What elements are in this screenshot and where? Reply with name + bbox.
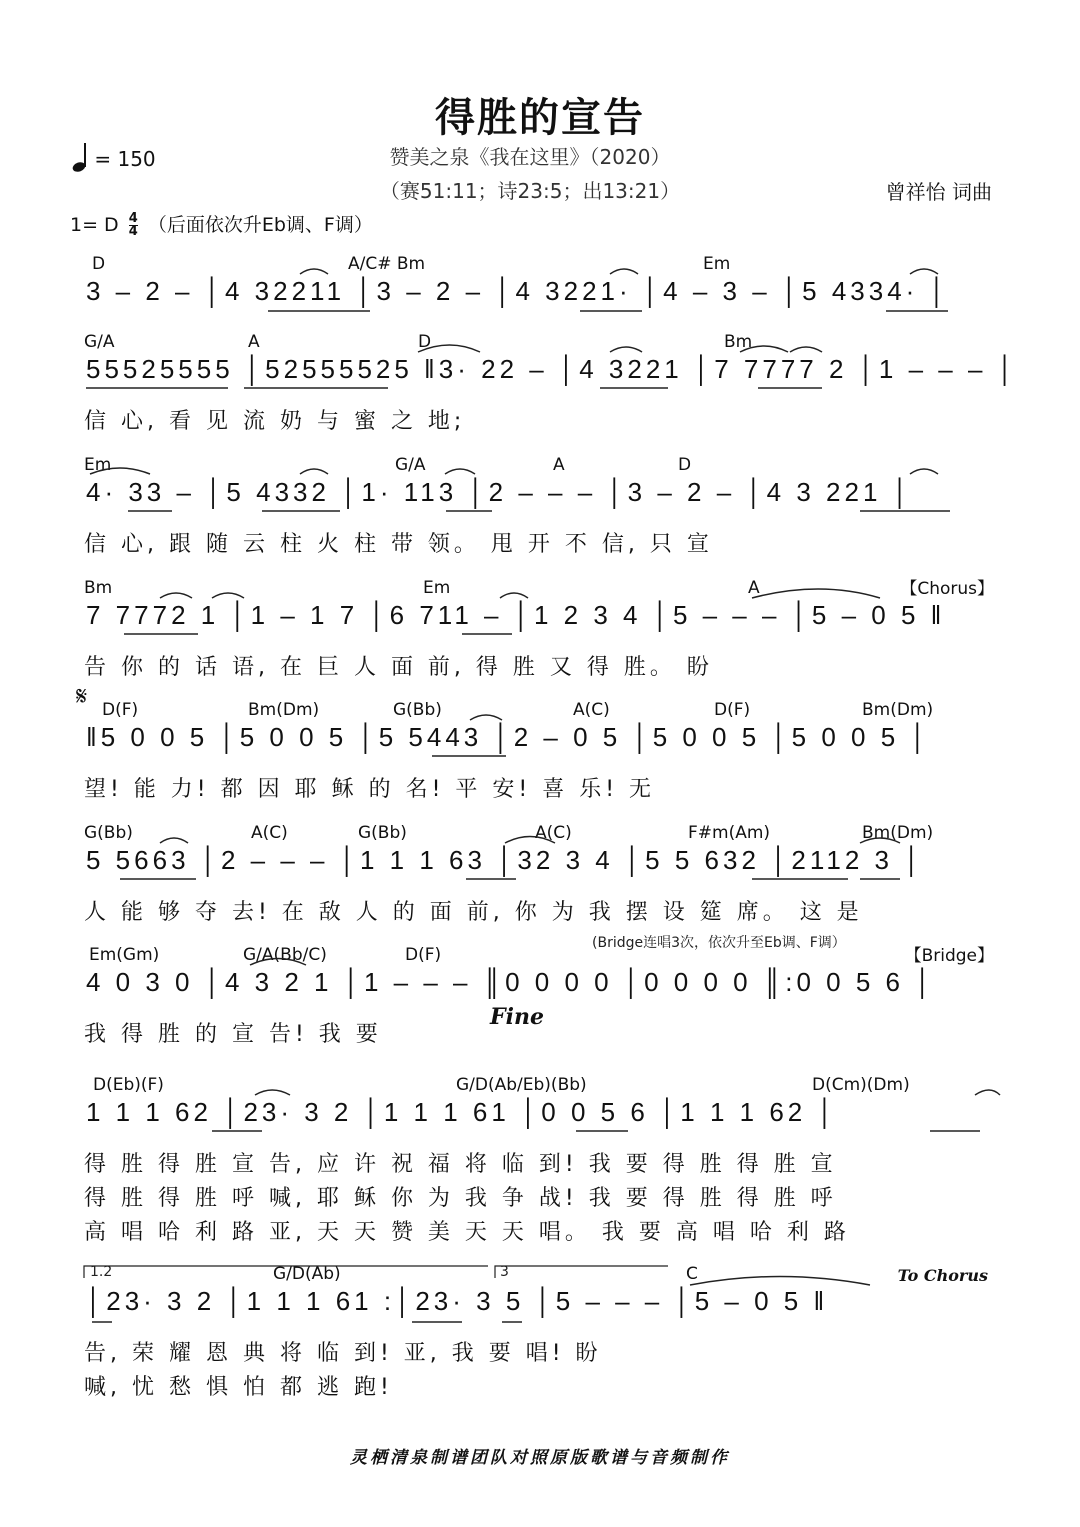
lyric-line: 得 胜 得 胜 宣 告, 应 许 祝 福 将 临 到! 我 要 得 胜 得 胜 宣 — [84, 1152, 837, 1177]
tempo-value: = 150 — [94, 147, 156, 171]
time-signature-top: 4 — [128, 211, 138, 226]
chord-symbol: Bm — [84, 578, 113, 598]
chord-symbol: D — [92, 254, 106, 274]
song-title: 得胜的宣告 — [435, 95, 645, 141]
chord-symbol: Em — [703, 254, 731, 274]
bridge-note: (Bridge连唱3次，依次升至Eb调、F调） — [592, 935, 846, 951]
chord-symbol: G(Bb) — [393, 700, 442, 720]
lyric-line: 望! 能 力! 都 因 耶 稣 的 名! 平 安! 喜 乐! 无 — [84, 777, 656, 802]
notation-line: ‖5 0 0 5 │5 0 0 5 │5 5443 │2 – 0 5 │5 0 0 5 │5 0 0 5 │ — [86, 722, 931, 752]
lyric-line: 高 唱 哈 利 路 亚, 天 天 赞 美 天 天 唱。 我 要 高 唱 哈 利 路 — [84, 1220, 850, 1245]
chord-symbol: Em — [84, 455, 112, 475]
chord-symbol: D(F) — [714, 700, 751, 720]
chord-symbol: A/C# Bm — [348, 254, 426, 274]
segno-icon: 𝄋 — [76, 682, 88, 712]
chord-symbol: D(F) — [102, 700, 139, 720]
chord-symbol: A — [248, 332, 260, 352]
chord-symbol: G/D(Ab/Eb)(Bb) — [456, 1075, 587, 1095]
notation-line: 1 1 1 62 │23· 3 2 │1 1 1 61 │0 0 5 6 │1 1 1 62 │ — [86, 1097, 838, 1127]
volta-first-ending: 1.2 — [90, 1264, 113, 1280]
chord-symbol: D(Cm)(Dm) — [812, 1075, 910, 1095]
chord-symbol: A(C) — [251, 823, 288, 843]
chord-symbol: F#m(Am) — [688, 823, 771, 843]
lyric-line: 得 胜 得 胜 呼 喊, 耶 稣 你 为 我 争 战! 我 要 得 胜 得 胜 呼 — [84, 1186, 837, 1211]
notation-line: 4 0 3 0 │4 3 2 1 │1 – – – ║0 0 0 0 │0 0 0 0 ║:0 0 5 6 │ — [86, 967, 936, 997]
section-label: 【Chorus】 — [900, 579, 994, 599]
notation-line: 5 5663 │2 – – – │1 1 1 63 │32 3 4 │5 5 632 │2112 3 │ — [86, 845, 925, 875]
chord-symbol: A — [748, 578, 760, 598]
chord-symbol: D(F) — [405, 945, 442, 965]
lyric-line: 告 你 的 话 语, 在 巨 人 面 前, 得 胜 又 得 胜。 盼 — [84, 655, 713, 680]
lyric-line: 人 能 够 夺 去! 在 敌 人 的 面 前, 你 为 我 摆 设 筵 席。 这 是 — [84, 900, 863, 925]
chord-symbol: G(Bb) — [84, 823, 133, 843]
composer-credit: 曾祥怡 词曲 — [885, 180, 992, 204]
footer-credit: 灵栖清泉制谱团队对照原版歌谱与音频制作 — [350, 1448, 730, 1468]
notation-line: 7 7772 1 │1 – 1 7 │6 711 – │1 2 3 4 │5 – – – │5 – 0 5 ‖ — [86, 600, 946, 630]
chord-symbol: C — [686, 1264, 698, 1284]
album-subtitle: 赞美之泉《我在这里》（2020） — [389, 145, 671, 169]
notation-line: │23· 3 2 │1 1 1 61 :│23· 3 5 │5 – – – │5 – 0 5 ‖ — [86, 1286, 829, 1316]
chord-symbol: G/A(Bb/C) — [243, 945, 327, 965]
chord-symbol: Bm(Dm) — [248, 700, 320, 720]
lyric-line: 信 心, 跟 随 云 柱 火 柱 带 领。 甩 开 不 信, 只 宣 — [84, 532, 713, 557]
lyric-line: 信 心, 看 见 流 奶 与 蜜 之 地; — [84, 409, 466, 434]
chord-symbol: Bm(Dm) — [862, 700, 934, 720]
lyric-line: 我 得 胜 的 宣 告! 我 要 — [84, 1022, 382, 1047]
chord-symbol: Bm(Dm) — [862, 823, 934, 843]
notation-line: 55525555 │52555525 ‖3· 22 – │4 3221 │7 7777 2 │1 – – – │ — [86, 354, 1018, 384]
chord-symbol: D — [418, 332, 432, 352]
notation-line: 3 – 2 – │4 32211 │3 – 2 – │4 3221· │4 – 3 – │5 4334· │ — [86, 276, 950, 306]
chord-symbol: Em(Gm) — [89, 945, 160, 965]
chord-symbol: A(C) — [573, 700, 610, 720]
chord-symbol: G(Bb) — [358, 823, 407, 843]
notation-line: 4· 33 – │5 4332 │1· 113 │2 – – – │3 – 2 – │4 3 221 │ — [86, 477, 913, 507]
chord-symbol: G/D(Ab) — [273, 1264, 341, 1284]
section-label: 【Bridge】 — [904, 946, 994, 966]
lyric-line: 告, 荣 耀 恩 典 将 临 到! 亚, 我 要 唱! 盼 — [84, 1341, 602, 1366]
chord-symbol: Em — [423, 578, 451, 598]
chord-symbol: D(Eb)(F) — [93, 1075, 164, 1095]
chord-symbol: G/A — [395, 455, 426, 475]
key-label: 1= D — [70, 214, 119, 236]
time-signature-bottom: 4 — [128, 224, 138, 239]
chord-symbol: A — [553, 455, 565, 475]
chord-symbol: Bm — [724, 332, 753, 352]
chord-symbol: G/A — [84, 332, 115, 352]
chord-symbol: A(C) — [535, 823, 572, 843]
lyric-line: 喊, 忧 愁 惧 怕 都 逃 跑! — [84, 1375, 393, 1400]
volta-third-ending: 3 — [500, 1264, 509, 1280]
fine-marking: Fine — [490, 1004, 544, 1030]
to-chorus-marking: To Chorus — [897, 1266, 988, 1285]
key-change-note: （后面依次升Eb调、F调） — [147, 214, 373, 236]
scripture-reference: （赛51:11；诗23:5；出13:21） — [379, 179, 681, 203]
chord-symbol: D — [678, 455, 692, 475]
